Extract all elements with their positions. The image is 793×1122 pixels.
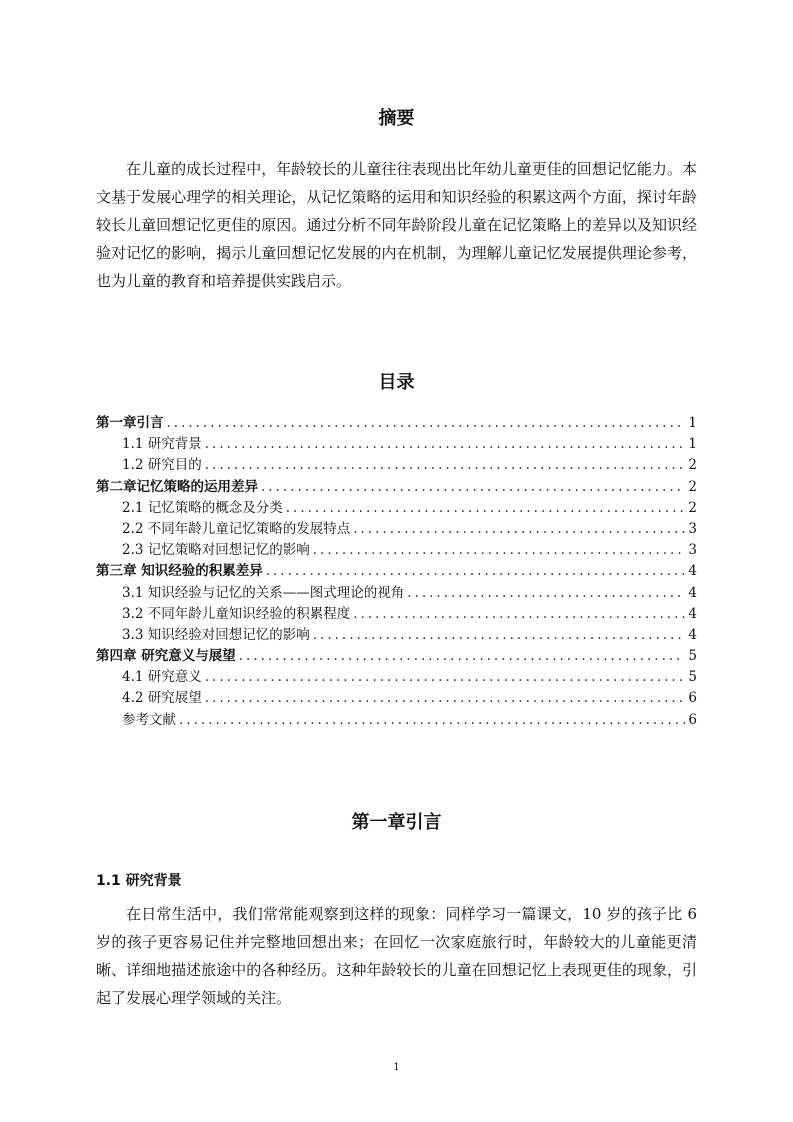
toc-leader-dots [179,712,685,728]
toc-leader-dots [286,500,686,516]
toc-entry-label: 2.1 记忆策略的概念及分类 [122,499,283,516]
toc-entry-page: 1 [688,436,697,453]
toc-entry-page: 4 [688,626,697,643]
toc-entry-label: 3.1 知识经验与记忆的关系——图式理论的视角 [122,584,405,601]
toc-entry-page: 3 [688,542,697,559]
toc-entry-page: 2 [688,499,697,516]
toc-leader-dots [205,690,686,706]
toc-leader-dots [167,415,686,431]
toc-entry-label: 3.3 知识经验对回想记忆的影响 [122,626,310,643]
toc-entry[interactable] [96,708,697,729]
toc-entry-page: 4 [688,584,697,601]
toc-entry-label: 参考文献 [122,711,176,728]
toc-leader-dots [205,436,686,452]
toc-entry[interactable] [96,559,697,580]
section-body: 在日常生活中，我们常常能观察到这样的现象：同样学习一篇课文，10 岁的孩子比 6 岁的孩子更容易记住并完整地回想出来；在回忆一次家庭旅行时，年龄较大的儿童能更清晰、详细地描述旅途中的各种经历。这种年龄较长的儿童在回想记忆上表现更佳的现象，引起了发展心理学领域的关注。 [96,905,697,1007]
toc-entry-label: 2.2 不同年龄儿童记忆策略的发展特点 [122,520,351,537]
toc-entry-label: 第二章记忆策略的运用差异 [96,478,258,495]
toc-entry-page: 4 [688,605,697,622]
toc-entry-page: 4 [688,563,697,580]
toc-leader-dots [261,479,685,495]
toc-entry-label: 2.3 记忆策略对回想记忆的影响 [122,542,310,559]
toc-leader-dots [205,457,686,473]
toc-entry[interactable] [96,496,697,517]
toc-entry-label: 第一章引言 [96,415,164,431]
abstract-title: 摘要 [378,108,415,129]
toc-entry-page: 5 [688,669,697,686]
toc-entry[interactable] [96,538,697,559]
toc-entry-label: 4.2 研究展望 [122,690,202,707]
page-number: 1 [393,1062,400,1073]
toc-entry[interactable] [96,686,697,707]
toc-entry[interactable] [96,411,697,432]
toc-title: 目录 [378,372,415,393]
toc-leader-dots [266,563,686,579]
toc-entry-page: 2 [688,457,697,474]
toc-entry[interactable] [96,602,697,623]
toc-entry[interactable] [96,581,697,602]
toc-entry[interactable] [96,644,697,665]
toc-entry-page: 2 [688,478,697,495]
abstract-body: 在儿童的成长过程中，年龄较长的儿童往往表现出比年幼儿童更佳的回想记忆能力。本文基于发展心理学的相关理论，从记忆策略的运用和知识经验的积累这两个方面，探讨年龄较长儿童回想记忆更佳的原因。通过分析不同年龄阶段儿童在记忆策略上的差异以及知识经验对记忆的影响，揭示儿童回想记忆发展的内在机制，为理解儿童记忆发展提供理论参考，也为儿童的教育和培养提供实践启示。 [96,160,697,290]
toc-entry-page: 5 [688,648,697,665]
table-of-contents [96,411,697,729]
toc-entry-page: 1 [688,415,697,431]
toc-entry-label: 1.1 研究背景 [122,436,202,453]
toc-entry-page: 3 [688,520,697,537]
toc-entry-label: 1.2 研究目的 [122,457,202,474]
toc-leader-dots [353,606,685,622]
toc-entry-label: 第三章 知识经验的积累差异 [96,563,263,580]
toc-entry-label: 4.1 研究意义 [122,669,202,686]
section-title: 1.1 研究背景 [96,873,182,889]
toc-entry-page: 6 [688,711,697,728]
toc-leader-dots [353,521,685,537]
toc-entry-label: 第四章 研究意义与展望 [96,648,236,665]
toc-entry[interactable] [96,475,697,496]
chapter-title: 第一章引言 [351,812,442,833]
toc-leader-dots [239,648,686,664]
toc-entry[interactable] [96,517,697,538]
toc-entry-label: 3.2 不同年龄儿童知识经验的积累程度 [122,605,351,622]
toc-leader-dots [407,585,685,601]
toc-leader-dots [313,627,686,643]
toc-entry[interactable] [96,665,697,686]
toc-entry[interactable] [96,623,697,644]
toc-leader-dots [313,542,686,558]
toc-entry-page: 6 [688,690,697,707]
toc-entry[interactable] [96,432,697,453]
toc-leader-dots [205,669,686,685]
toc-entry[interactable] [96,453,697,474]
